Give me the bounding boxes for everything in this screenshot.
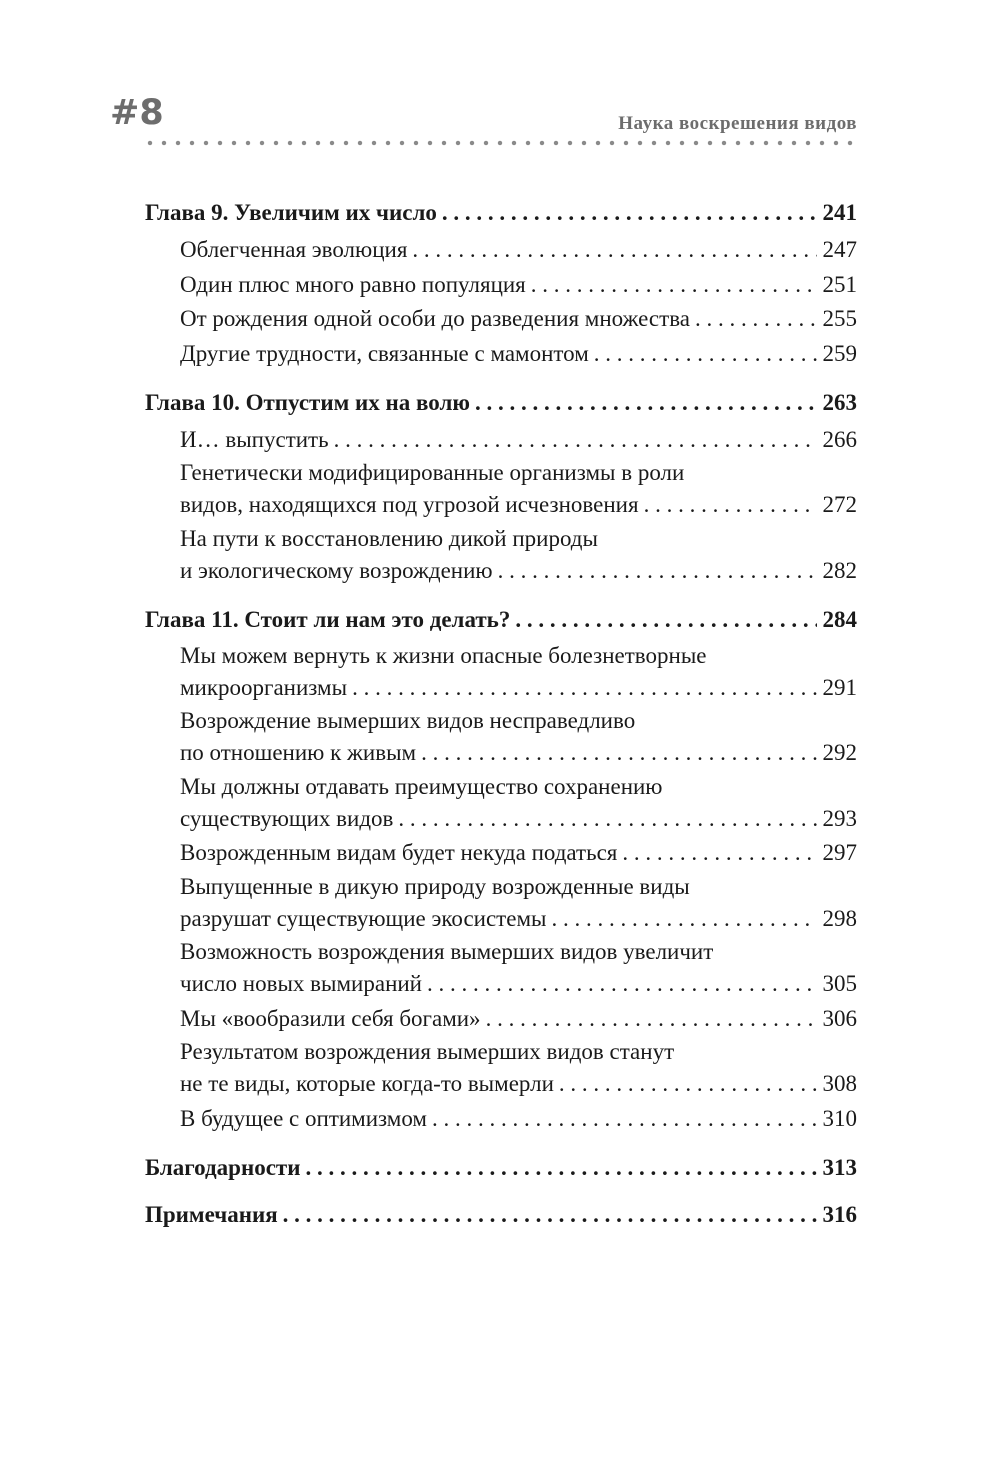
- toc-subsection[interactable]: [145, 523, 857, 587]
- toc-page-number: 266: [822, 426, 857, 452]
- dot-leader: [690, 302, 817, 335]
- page-number: #8: [110, 93, 164, 133]
- toc-page-number: 282: [822, 557, 857, 583]
- toc-page-number: 251: [822, 271, 857, 297]
- toc-subsection[interactable]: [145, 302, 857, 335]
- toc-entry-title-line2: разрушат существующие экосистемы: [180, 905, 547, 931]
- toc-subsection[interactable]: [145, 1102, 857, 1135]
- dot-leader: [589, 337, 817, 370]
- dot-leader: [493, 555, 817, 587]
- toc-entry-title: Глава 9. Увеличим их число: [145, 200, 437, 225]
- toc-page-number: 259: [822, 340, 857, 366]
- toc-entry-title: От рождения одной особи до разведения множества: [180, 306, 690, 331]
- dot-leader: [546, 903, 817, 935]
- toc-entry-title: Благодарности: [145, 1154, 301, 1180]
- dot-leader: [526, 268, 817, 301]
- toc-subsection[interactable]: [145, 705, 857, 769]
- toc-entry-title-line2: микроорганизмы: [180, 674, 348, 700]
- dot-leader: [300, 1151, 817, 1184]
- toc-subsection[interactable]: [145, 233, 857, 266]
- toc-subsection[interactable]: [145, 836, 857, 869]
- toc-entry-title: Облегченная эволюция: [180, 237, 408, 262]
- running-title: Наука воскрешения видов: [618, 113, 857, 134]
- toc-page-number: 272: [822, 492, 857, 517]
- toc-subsection[interactable]: [145, 871, 857, 935]
- toc-page-number: 310: [822, 1105, 857, 1131]
- dot-leader: [437, 196, 817, 229]
- toc-entry-title-line2: и экологическому возрождению: [180, 557, 493, 583]
- toc-page-number: 241: [822, 200, 857, 225]
- toc-entry-title: И… выпустить: [180, 426, 329, 452]
- toc-entry-title-line1: Возрождение вымерших видов несправедливо: [180, 708, 636, 733]
- toc-entry-title: Возрожденным видам будет некуда податься: [180, 840, 618, 865]
- dot-leader: [510, 603, 817, 636]
- dot-leader: [422, 968, 817, 1000]
- toc-entry-title-line1: Генетически модифицированные организмы в роли: [180, 460, 685, 485]
- toc-page-number: 298: [822, 905, 857, 931]
- chapter-11-section: [145, 603, 857, 1135]
- toc-entry-title-line1: Возможность возрождения вымерших видов увеличит: [180, 939, 714, 964]
- toc-acknowledgements[interactable]: [145, 1151, 857, 1184]
- toc-entry-title-line1: На пути к восстановлению дикой природы: [180, 525, 598, 551]
- dot-leader: [278, 1198, 817, 1231]
- toc-entry-title-line2: по отношению к живым: [180, 740, 417, 765]
- dot-leader: [617, 836, 817, 869]
- toc-subsection[interactable]: [145, 771, 857, 835]
- toc-page-number: 308: [822, 1071, 857, 1096]
- toc-entry-title-line2: число новых вымираний: [180, 971, 422, 996]
- dot-leader: [416, 737, 817, 769]
- toc-subsection[interactable]: [145, 1002, 857, 1035]
- toc-subsection[interactable]: [145, 337, 857, 370]
- dot-leader: [639, 489, 817, 521]
- chapter-9-section: [145, 196, 857, 370]
- dot-leader: [481, 1002, 817, 1035]
- toc-entry-title-line1: Мы можем вернуть к жизни опасные болезнетворные: [180, 642, 707, 668]
- dot-leader: [393, 803, 817, 835]
- toc-entry-title: Мы «вообразили себя богами»: [180, 1005, 481, 1031]
- toc-entry-title: Примечания: [145, 1201, 278, 1227]
- dot-leader: [407, 233, 817, 266]
- toc-subsection[interactable]: [145, 457, 857, 521]
- toc-page-number: 316: [822, 1201, 857, 1227]
- toc-entry-title: Глава 10. Отпустим их на волю: [145, 389, 470, 415]
- toc-page-number: 247: [822, 237, 857, 262]
- toc-notes[interactable]: [145, 1198, 857, 1231]
- toc-entry-title: Один плюс много равно популяция: [180, 271, 526, 297]
- toc-page-number: 297: [822, 840, 857, 865]
- toc-entry-title-line1: Мы должны отдавать преимущество сохранению: [180, 773, 663, 799]
- toc-chapter-10[interactable]: [145, 386, 857, 419]
- dot-leader: [470, 386, 817, 419]
- toc-subsection[interactable]: [145, 268, 857, 301]
- toc-entry-title-line2: не те виды, которые когда-то вымерли: [180, 1071, 554, 1096]
- toc-entry-title-line1: Выпущенные в дикую природу возрожденные виды: [180, 873, 690, 899]
- dotted-rule: [143, 140, 857, 146]
- toc-entry-title-line2: существующих видов: [180, 805, 394, 831]
- toc-entry-title: Другие трудности, связанные с мамонтом: [180, 340, 589, 366]
- dot-leader: [347, 672, 817, 704]
- table-of-contents: [145, 196, 857, 1235]
- toc-subsection[interactable]: [145, 640, 857, 704]
- toc-subsection[interactable]: [145, 423, 857, 456]
- toc-page-number: 284: [822, 606, 857, 632]
- dot-leader: [427, 1102, 817, 1135]
- toc-page-number: 292: [822, 740, 857, 765]
- toc-chapter-9[interactable]: [145, 196, 857, 229]
- toc-subsection[interactable]: [145, 936, 857, 1000]
- toc-chapter-11[interactable]: [145, 603, 857, 636]
- toc-entry-title: Глава 11. Стоит ли нам это делать?: [145, 606, 511, 632]
- toc-page-number: 255: [822, 306, 857, 331]
- chapter-10-section: [145, 386, 857, 587]
- dot-leader: [554, 1068, 817, 1100]
- toc-page-number: 293: [822, 805, 857, 831]
- toc-subsection[interactable]: [145, 1036, 857, 1100]
- toc-page-number: 305: [822, 971, 857, 996]
- toc-entry-title-line1: Результатом возрождения вымерших видов станут: [180, 1039, 675, 1064]
- toc-entry-title-line2: видов, находящихся под угрозой исчезновения: [180, 492, 639, 517]
- dot-leader: [329, 423, 817, 456]
- toc-page-number: 313: [822, 1154, 857, 1180]
- toc-page-number: 263: [822, 389, 857, 415]
- toc-page-number: 291: [822, 674, 857, 700]
- toc-page-number: 306: [822, 1005, 857, 1031]
- toc-entry-title: В будущее с оптимизмом: [180, 1105, 427, 1131]
- back-matter-section: [145, 1151, 857, 1231]
